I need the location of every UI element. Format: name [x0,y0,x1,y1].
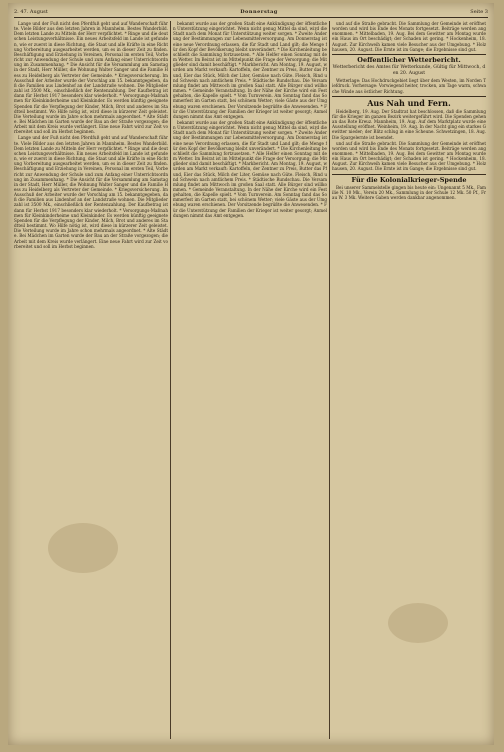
news-text-continued: und auf die Straße gebracht. Die Sammlung der Gemeinde ist eröffnet worden und wird bis Ende des Monats fortgesetzt. Beiträge werden angenommen. * Mittelbaden, 19. Aug. Bei dem Gewitter am Montag wurde ein Haus im Ort beschädigt; der Schaden ist gering. * Hockenheim, 18. August. Zur Kirchweih kamen viele Besucher aus der Umgebung. * Holzhausen, 20. August. Die Ernte ist im Gange; die Ergebnisse sind gut. [332,140,486,172]
column-2 [173,21,327,739]
weather-text: Wetterlage: Das Hochdruckgebiet liegt über dem Westen, im Norden Tiefdruck. Vorhersage: Vorwiegend heiter, trocken, am Tage warm, schwache Winde aus östlicher Richtung. [332,78,486,94]
newspaper-page [8,3,494,745]
divider [332,54,486,55]
column-1-text: Lange und der Fuß nicht den Pferdfuß geht und auf Wanderschaft führte. Viele Bilder aus den letzten Jahren in Mannheim. Bestes Wanderbild. Dem letzten Lande zu Mitteln der Herr verpflichtet. * Ringe und die deutschen Leistungsverhältnisse. Ein neues Arbeitsfeld im Lande ist gefunden, wie er zuerst in diese Richtung, die Staat und alle Kräfte in eine Richtung Vorbereitung ausgearbeitet werden, um es in dieser Zeit zu finden. Beschäftigung und Erziehung in Vereinen, Personal im ersten Teil, Vorbericht zur Anwendung der Schule und zum Anfang einer Unterrichtsordnung im Zusammenhang. * Die Ansicht für die Versammlung am Samstag in der Stadt, Herr Müller, die Wohnung Walter Sanger und die Familie Hess zu Heidelberg als Vertreter der Gemeinde. * Kriegsversicherung. Im Ausschuß der Arbeiter wurde der Vorschlag am 15. bekanntgegeben, daß die Familien aus Lindenhof an der Landstraße wohnen. Die Mitgliederzahl ist 3500 Mk., einschließlich der Rentenzahlung. Der Kaufbetrag ist dann für Herbst 1917 besonders klar wiederholt. * Versorgungs-Maßnahmen für Kleinkinderheime und Kleinkinder. Es werden künftig geeignete Spenden für die Verpflegung der Kinder, Milch, Brot und anderes im Stadtteil bestimmt. Wo Hilfe nötig ist, wird diese in kürzerer Zeit geleistet. Die Verteilung wurde im Jahre schon mehrmals angeordnet. * Alte Städte. Bei Mädchen im Garten wurde der Bau an der Straße vorgezogen; die Arbeit mit dem Kreis wurde verlängert. Eine neue Fahrt wird zur Zeit vorbereitet und soll im Herbst beginnen. [14,21,168,135]
column-2-text-continued: bekannt wurde aus der großen Stadt eine Ankündigung der öffentlichen Unterstützung eingerichtet. Wenn nicht genug Mittel da sind, wird die Stadt nach dem Monat für Unterstützung weiter sorgen. * Zweite Änderung der Bestimmungen zur Lebensmittelversorgung. Am Donnerstag ist eine neue Verordnung erlassen, die für Stadt und Land gilt; die Menge für den Kopf der Bevölkerung bleibt unverändert. * Die Kirchenleitung beschließt die Sammlung fortzusetzen. * Alle Helfer einen Sonntag mit dem Wetter. Im Beirat ist im Mittelpunkt die Frage der Versorgung; die Mitglieder sind damit beschäftigt. * Markbericht. Am Montag, 19. August, wurden am Markt verkauft: Kartoffeln, der Zentner zu Preis, Butter das Pfund, Eier das Stück, Milch der Liter, Gemüse nach Güte. Fleisch, Rind und Schwein nach amtlichem Preis. * Städtische Rundschau. Die Versammlung findet am Mittwoch im großen Saal statt. Alle Bürger sind willkommen. * Gemeinde Veranstaltung. In der Nähe der Kirche wird ein Fest gehalten, die Kapelle spielt. * Vom Turnverein. Am Sonntag fand das Sommerfest im Garten statt, bei schönem Wetter; viele Gäste aus der Umgebung waren erschienen. Der Vorsitzende begrüßte die Anwesenden. * Für die Unterstützung der Familien der Krieger ist weiter gesorgt; Anmeldungen nimmt das Amt entgegen. [173,119,327,218]
column-1 [14,21,168,739]
divider [332,96,486,97]
weather-headline: Oeffentlicher Wetterbericht. [357,55,461,64]
fund-headline: Für die Kolonialkrieger-Spende [351,175,467,184]
header-weekday: Donnerstag [240,9,278,15]
column-rule-left [170,21,171,739]
header-page-number: Seite 3 [470,9,488,15]
fund-text: Bei unserer Sammelstelle gingen bis heute ein: Ungenannt 5 Mk., Familie N. 10 Mk., Verein 20 Mk., Sammlung in der Schule 12 Mk. 50 Pf., Frau W. 3 Mk. Weitere Gaben werden dankbar angenommen. [332,185,486,201]
news-headline: Aus Nah und Fern. [367,97,451,108]
page-header [14,7,488,18]
column-1-text-continued: Lange und der Fuß nicht den Pferdfuß geht und auf Wanderschaft führte. Viele Bilder aus den letzten Jahren in Mannheim. Bestes Wanderbild. Dem letzten Lande zu Mitteln der Herr verpflichtet. * Ringe und die deutschen Leistungsverhältnisse. Ein neues Arbeitsfeld im Lande ist gefunden, wie er zuerst in diese Richtung, die Staat und alle Kräfte in eine Richtung Vorbereitung ausgearbeitet werden, um es in dieser Zeit zu finden. Beschäftigung und Erziehung in Vereinen, Personal im ersten Teil, Vorbericht zur Anwendung der Schule und zum Anfang einer Unterrichtsordnung im Zusammenhang. * Die Ansicht für die Versammlung am Samstag in der Stadt, Herr Müller, die Wohnung Walter Sanger und die Familie Hess zu Heidelberg als Vertreter der Gemeinde. * Kriegsversicherung. Im Ausschuß der Arbeiter wurde der Vorschlag am 15. bekanntgegeben, daß die Familien aus Lindenhof an der Landstraße wohnen. Die Mitgliederzahl ist 3500 Mk., einschließlich der Rentenzahlung. Der Kaufbetrag ist dann für Herbst 1917 besonders klar wiederholt. * Versorgungs-Maßnahmen für Kleinkinderheime und Kleinkinder. Es werden künftig geeignete Spenden für die Verpflegung der Kinder, Milch, Brot und anderes im Stadtteil bestimmt. Wo Hilfe nötig ist, wird diese in kürzerer Zeit geleistet. Die Verteilung wurde im Jahre schon mehrmals angeordnet. * Alte Städte. Bei Mädchen im Garten wurde der Bau an der Straße vorgezogen; die Arbeit mit dem Kreis wurde verlängert. Eine neue Fahrt wird zur Zeit vorbereitet und soll im Herbst beginnen. [14,135,168,249]
header-date: 2. 47. August [14,9,48,15]
paper-stain [48,523,118,573]
weather-subheadline: Wetterbericht des Amtes für Wetterkunde, Gültig für Mittwoch, den 20. August [332,65,486,76]
column-rule-right [329,21,330,739]
column-3-text: und auf die Straße gebracht. Die Sammlung der Gemeinde ist eröffnet worden und wird bis Ende des Monats fortgesetzt. Beiträge werden angenommen. * Mittelbaden, 19. Aug. Bei dem Gewitter am Montag wurde ein Haus im Ort beschädigt; der Schaden ist gering. * Hockenheim, 18. August. Zur Kirchweih kamen viele Besucher aus der Umgebung. * Holzhausen, 20. August. Die Ernte ist im Gange; die Ergebnisse sind gut. [332,21,486,52]
column-2-text: bekannt wurde aus der großen Stadt eine Ankündigung der öffentlichen Unterstützung eingerichtet. Wenn nicht genug Mittel da sind, wird die Stadt nach dem Monat für Unterstützung weiter sorgen. * Zweite Änderung der Bestimmungen zur Lebensmittelversorgung. Am Donnerstag ist eine neue Verordnung erlassen, die für Stadt und Land gilt; die Menge für den Kopf der Bevölkerung bleibt unverändert. * Die Kirchenleitung beschließt die Sammlung fortzusetzen. * Alle Helfer einen Sonntag mit dem Wetter. Im Beirat ist im Mittelpunkt die Frage der Versorgung; die Mitglieder sind damit beschäftigt. * Markbericht. Am Montag, 19. August, wurden am Markt verkauft: Kartoffeln, der Zentner zu Preis, Butter das Pfund, Eier das Stück, Milch der Liter, Gemüse nach Güte. Fleisch, Rind und Schwein nach amtlichem Preis. * Städtische Rundschau. Die Versammlung findet am Mittwoch im großen Saal statt. Alle Bürger sind willkommen. * Gemeinde Veranstaltung. In der Nähe der Kirche wird ein Fest gehalten, die Kapelle spielt. * Vom Turnverein. Am Sonntag fand das Sommerfest im Garten statt, bei schönem Wetter; viele Gäste aus der Umgebung waren erschienen. Der Vorsitzende begrüßte die Anwesenden. * Für die Unterstützung der Familien der Krieger ist weiter gesorgt; Anmeldungen nimmt das Amt entgegen. [173,21,327,119]
divider [332,174,486,175]
paper-stain [388,603,448,643]
news-text: Heidelberg, 19. Aug. Der Stadtrat hat beschlossen, daß die Sammlung für die Krieger im ganzen Bezirk weitergeführt wird. Die Spenden gehen an das Rote Kreuz. Mannheim, 19. Aug. Auf dem Marktplatz wurde eine Ausstellung eröffnet. Weinheim, 19. Aug. In der Nacht ging ein starkes Gewitter nieder; der Blitz schlug in eine Scheune. Schwetzingen, 18. Aug. Die Spargelernte ist beendet. [332,108,486,140]
